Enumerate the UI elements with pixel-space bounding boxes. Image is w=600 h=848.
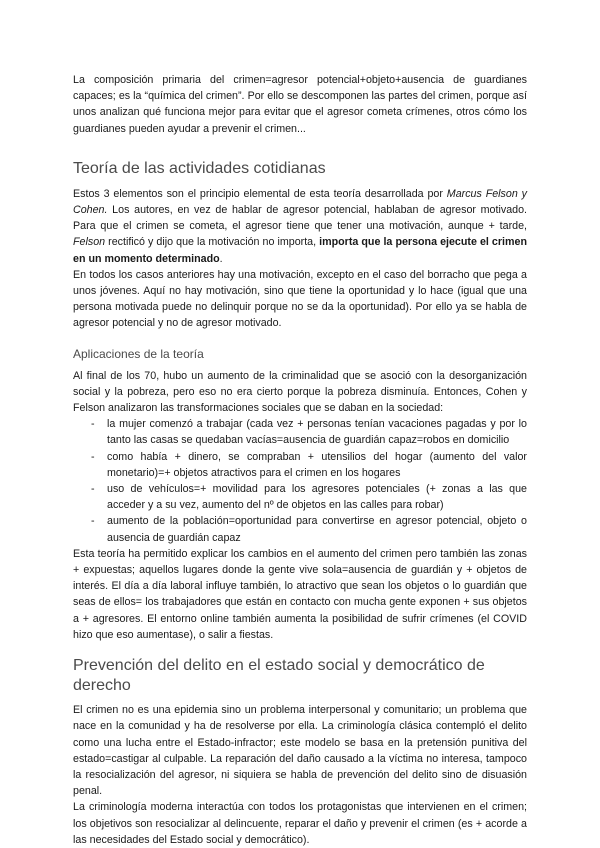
actividades-text-end: . <box>219 252 223 265</box>
actividades-bold-text: importa que la persona ejecute el crimen en un momento determinado <box>73 236 527 265</box>
prevencion-paragraph-1: El crimen no es una epidemia sino un problema interpersonal y comunitario; un problema que nace en la comunidad y ha de resolverse por ella. La criminología clásica contempló el delito como una lucha entre el Estado-infractor; este modelo se basa en la pretensión punitiva del estado=castigar al culpable. La reparación del daño causado a la víctima no interesa, tampoco la resocialización del agresor, ni siquiera se habla de prevención del delito sino de disuasión penal. <box>73 704 527 798</box>
prevencion-paragraph-2: La criminología moderna interactúa con todos los protagonistas que intervienen en el crimen; los objetivos son resocializar al delincuente, reparar el daño y prevenir el crimen (es + acorde a las necesidades del Estado social y democrático). <box>73 801 527 846</box>
list-item: - como había + dinero, se compraban + utensilios del hogar (aumento del valor monetario)=+ objetos atractivos para el crimen en los hogares <box>107 449 527 481</box>
felson-italic: Felson <box>73 236 106 249</box>
section-heading-actividades: Teoría de las actividades cotidianas <box>73 159 326 177</box>
actividades-paragraph-2: En todos los casos anteriores hay una motivación, excepto en el caso del borracho que pega a unos jóvenes. Aquí no hay motivación, sino que tiene la oportunidad y lo hace (igual que una persona motivada puede no delinquir porque no se da la oportunidad). Por ello ya se habla de agresor potencial y no de agresor motivado. <box>73 268 527 330</box>
list-item: - la mujer comenzó a trabajar (cada vez + personas tenían vacaciones pagadas y por lo tanto las casas se quedaban vacías=ausencia de guardián capaz=robos en domicilio <box>107 416 527 448</box>
aplicaciones-paragraph-1: Al final de los 70, hubo un aumento de la criminalidad que se asoció con la desorganización social y la pobreza, pero eso no era cierto porque la pobreza disminuía. Entonces, Cohen y Felson analizaron las transformaciones sociales que se daban en la sociedad: <box>73 369 527 415</box>
transformaciones-list <box>73 416 527 546</box>
list-item: - uso de vehículos=+ movilidad para los agresores potenciales (+ zonas a las que acceder y a su vez, aumento del nº de objetos en las calles para robar) <box>107 481 527 513</box>
actividades-paragraph-1 <box>73 186 527 267</box>
list-item: - aumento de la población=oportunidad para convertirse en agresor potencial, objeto o ausencia de guardián capaz <box>107 513 527 545</box>
authors-italic: Marcus Felson y Cohen. <box>73 187 527 217</box>
actividades-text-a: Estos 3 elementos son el principio elemental de esta teoría desarrollada por <box>73 187 447 200</box>
actividades-text-c: rectificó y dijo que la motivación no importa, <box>105 236 320 249</box>
section-heading-aplicaciones: Aplicaciones de la teoría <box>73 346 204 361</box>
section-heading-prevencion: Prevención del delito en el estado social y democrático de derecho <box>73 657 485 695</box>
aplicaciones-paragraph-2: Esta teoría ha permitido explicar los cambios en el aumento del crimen pero también las zonas + expuestas; aquellos lugares donde la gente vive sola=ausencia de guardián y + objetos de interés. El día a día laboral influye también, lo atractivo que sean los objetos o lo guardián que seas de ellos= los trabajadores que están en contacto con mucha gente exponen + sus objetos a + agresores. El entorno online también aumenta la posibilidad de sufrir crímenes (el COVID hizo que eso aumentase), o salir a fiestas. <box>73 547 527 641</box>
actividades-text-b: Los autores, en vez de hablar de agresor potencial, hablaban de agresor motivado. Para que el crimen se cometa, el agresor tiene que tener una motivación, aunque + tarde, <box>73 204 527 233</box>
intro-paragraph: La composición primaria del crimen=agresor potencial+objeto+ausencia de guardianes capaces; es la “química del crimen”. Por ello se descomponen las partes del crimen, porque así unos analizan qué funciona mejor para evitar que el agresor cometa crímenes, otros cómo los guardianes pueden ayudar a prevenir el crimen... <box>73 74 527 135</box>
